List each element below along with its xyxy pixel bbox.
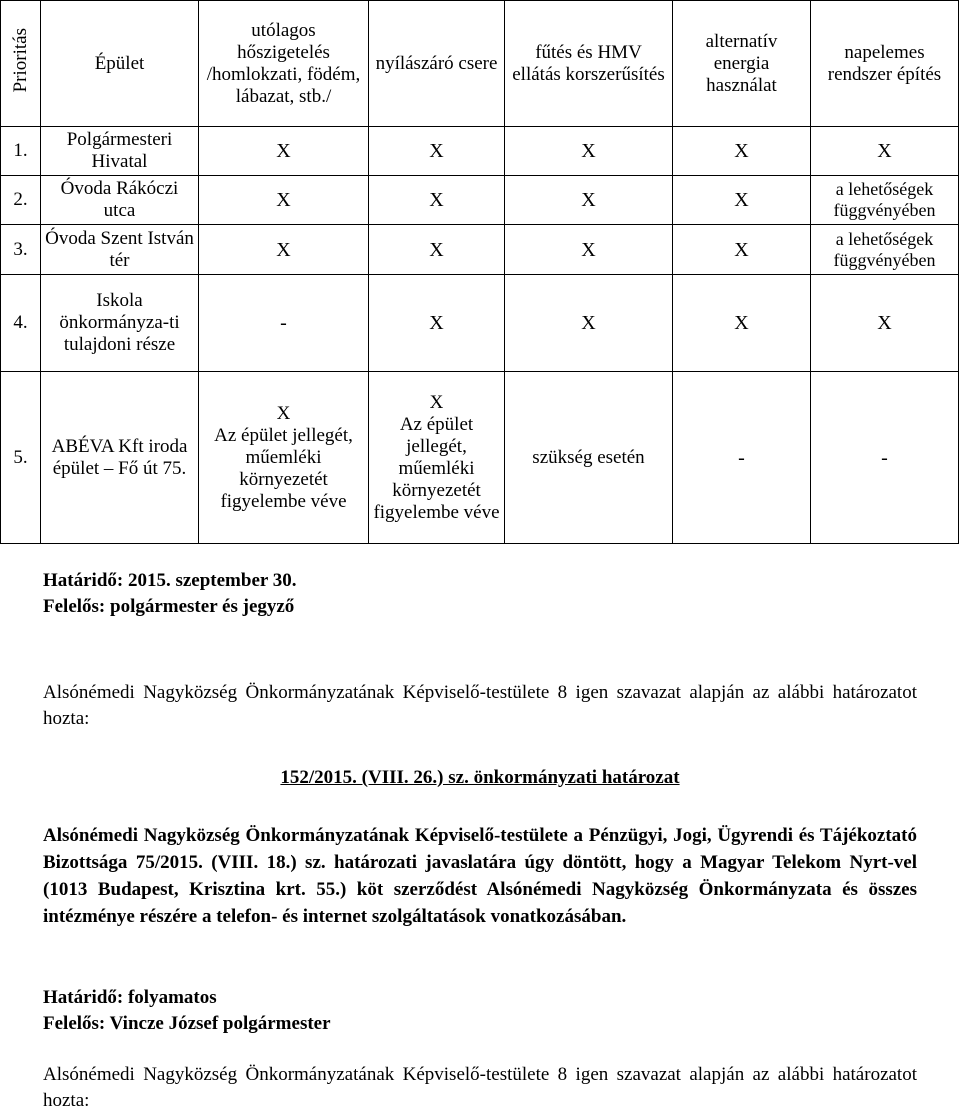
row-priority: 4. [1, 275, 41, 372]
cell-alternative: X [673, 275, 811, 372]
cell-alternative: X [673, 127, 811, 176]
row-priority: 1. [1, 127, 41, 176]
table-row [1, 225, 959, 275]
header-priority: Prioritás [1, 1, 41, 127]
header-heating: fűtés és HMV ellátás korszerűsítés [505, 1, 673, 127]
cell-windows: X [369, 176, 505, 225]
cell-insulation: X Az épület jellegét, műemléki környezetét figyelembe véve [199, 372, 369, 544]
resolution-body: Alsónémedi Nagyközség Önkormányzatának Képviselő-testülete a Pénzügyi, Jogi, Ügyrendi és Tájékoztató Bizottsága 75/2015. (VIII. 18.) sz. határozati javaslatára úgy döntött, hogy a Magyar Telekom Nyrt-vel (1013 Budapest, Krisztina krt. 55.) köt szerződést Alsónémedi Nagyközség Önkormányzata és összes intézménye részére a telefon- és internet szolgáltatások vonatkozásában. [43, 825, 917, 927]
deadline-line: Határidő: 2015. szeptember 30. [43, 570, 297, 591]
table-row [1, 176, 959, 225]
deadline-line: Határidő: folyamatos [43, 987, 217, 1008]
cell-windows: X [369, 275, 505, 372]
row-priority: 3. [1, 225, 41, 275]
cell-alternative: X [673, 225, 811, 275]
cell-alternative: X [673, 176, 811, 225]
cell-heating: szükség esetén [505, 372, 673, 544]
header-alternative: alternatív energia használat [673, 1, 811, 127]
cell-heating: X [505, 225, 673, 275]
responsible-line: Felelős: Vincze József polgármester [43, 1013, 331, 1034]
responsible-line: Felelős: polgármester és jegyző [43, 596, 295, 617]
table-row [1, 127, 959, 176]
cell-heating: X [505, 275, 673, 372]
header-insulation: utólagos hőszigetelés /homlokzati, födém, lábazat, stb./ [199, 1, 369, 127]
row-priority: 5. [1, 372, 41, 544]
cell-alternative: - [673, 372, 811, 544]
cell-heating: X [505, 127, 673, 176]
header-solar: napelemes rendszer építés [811, 1, 959, 127]
cell-insulation: X [199, 225, 369, 275]
row-building: Polgármesteri Hivatal [41, 127, 199, 176]
row-building: Óvoda Rákóczi utca [41, 176, 199, 225]
cell-solar: a lehetőségek függvényében [811, 225, 959, 275]
cell-windows: X [369, 127, 505, 176]
table-row [1, 275, 959, 372]
header-windows: nyílászáró csere [369, 1, 505, 127]
cell-solar: a lehetőségek függvényében [811, 176, 959, 225]
cell-heating: X [505, 176, 673, 225]
row-priority: 2. [1, 176, 41, 225]
cell-solar: - [811, 372, 959, 544]
table-header-row [1, 1, 959, 127]
priority-table [0, 0, 959, 544]
header-building: Épület [41, 1, 199, 127]
cell-solar: X [811, 275, 959, 372]
vote-paragraph: Alsónémedi Nagyközség Önkormányzatának Képviselő-testülete 8 igen szavazat alapján az alábbi határozatot hozta: [43, 682, 917, 729]
cell-windows: X [369, 225, 505, 275]
row-building: Iskola önkormányza-ti tulajdoni része [41, 275, 199, 372]
cell-insulation: X [199, 176, 369, 225]
vote-paragraph: Alsónémedi Nagyközség Önkormányzatának Képviselő-testülete 8 igen szavazat alapján az alábbi határozatot hozta: [43, 1064, 917, 1111]
row-building: Óvoda Szent István tér [41, 225, 199, 275]
cell-insulation: X [199, 127, 369, 176]
table-row [1, 372, 959, 544]
cell-windows: X Az épület jellegét, műemléki környezetét figyelembe véve [369, 372, 505, 544]
cell-solar: X [811, 127, 959, 176]
row-building: ABÉVA Kft iroda épület – Fő út 75. [41, 372, 199, 544]
resolution-title: 152/2015. (VIII. 26.) sz. önkormányzati határozat [280, 767, 680, 788]
cell-insulation: - [199, 275, 369, 372]
